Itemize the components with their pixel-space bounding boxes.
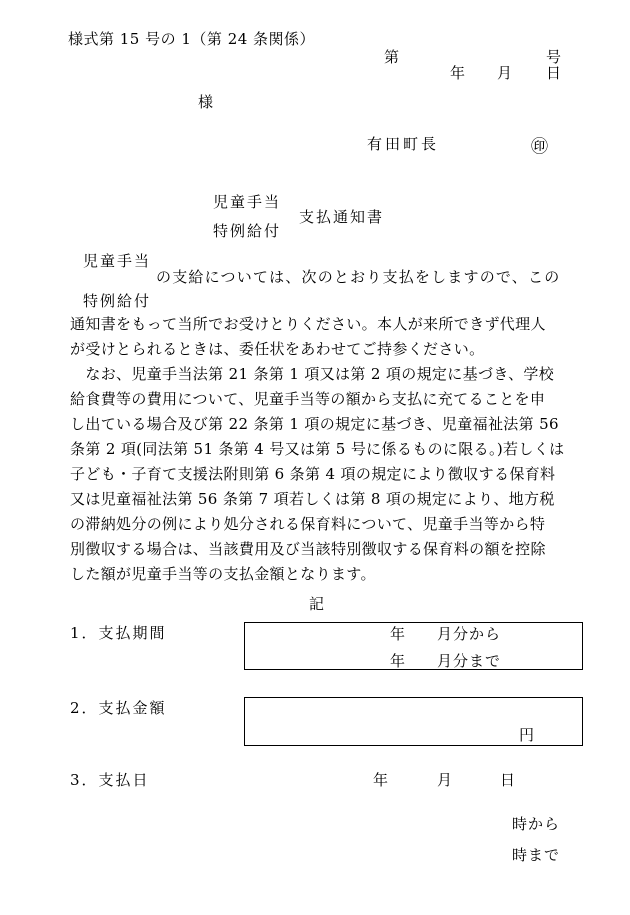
ki-heading: 記: [309, 595, 325, 613]
notice-line: 子ども・子育て支援法附則第 6 条第 4 項の規定により徴収する保育料: [70, 465, 556, 483]
notice-line: 給食費等の費用について、児童手当等の額から支払に充てることを申: [70, 390, 546, 408]
doc-number-suffix: 号: [546, 48, 562, 66]
intro-line-3: が受けとられるときは、委任状をあわせてご持参ください。: [70, 340, 485, 358]
title-payment-notice: 支払通知書: [299, 208, 385, 226]
seal-mark: ㊞: [531, 137, 548, 157]
payment-date-day: 日: [500, 771, 516, 789]
period-to-year: 年: [390, 652, 406, 670]
notice-line: なお、児童手当法第 21 条第 1 項又は第 2 項の規定に基づき、学校: [70, 365, 555, 383]
intro-label-special-benefit: 特例給付: [83, 292, 152, 310]
date-day: 日: [546, 64, 562, 82]
yen-unit: 円: [519, 726, 535, 744]
intro-line-2: 通知書をもって当所でお受けとりください。本人が来所できず代理人: [70, 315, 546, 333]
time-from: 時から: [512, 815, 561, 833]
payment-amount-label: 2．支払金額: [70, 699, 167, 717]
form-number: 様式第 15 号の 1（第 24 条関係）: [68, 30, 316, 48]
intro-label-child-allowance: 児童手当: [83, 252, 152, 270]
period-from-month: 月分から: [437, 625, 502, 643]
time-to: 時まで: [512, 846, 561, 864]
period-to-month: 月分まで: [437, 652, 502, 670]
doc-number-prefix: 第: [384, 48, 400, 66]
notice-line: し出ている場合及び第 22 条第 1 項の規定に基づき、児童福祉法第 56: [70, 415, 559, 433]
date-month: 月: [497, 64, 513, 82]
date-year: 年: [450, 64, 466, 82]
title-child-allowance: 児童手当: [213, 193, 282, 211]
period-from-year: 年: [390, 625, 406, 643]
payment-date-label: 3．支払日: [70, 771, 150, 789]
notice-line: した額が児童手当等の支払金額となります。: [70, 565, 376, 583]
payment-period-box: [244, 622, 583, 670]
notice-line: の滞納処分の例により処分される保育料について、児童手当等から特: [70, 515, 546, 533]
notice-line: 又は児童福祉法第 56 条第 7 項若しくは第 8 項の規定により、地方税: [70, 490, 555, 508]
addressee-honorific: 様: [198, 93, 214, 111]
payment-period-label: 1．支払期間: [70, 624, 167, 642]
issuer-name: 有田町長: [367, 135, 440, 153]
payment-date-year: 年: [373, 771, 389, 789]
intro-line-1: の支給については、次のとおり支払をしますので、この: [156, 268, 561, 286]
notice-line: 条第 2 項(同法第 51 条第 4 号又は第 5 号に係るものに限る。)若しくは: [70, 440, 565, 458]
title-special-benefit: 特例給付: [213, 222, 282, 240]
payment-date-month: 月: [437, 771, 453, 789]
notice-line: 別徴収する場合は、当該費用及び当該特別徴収する保育料の額を控除: [70, 540, 546, 558]
